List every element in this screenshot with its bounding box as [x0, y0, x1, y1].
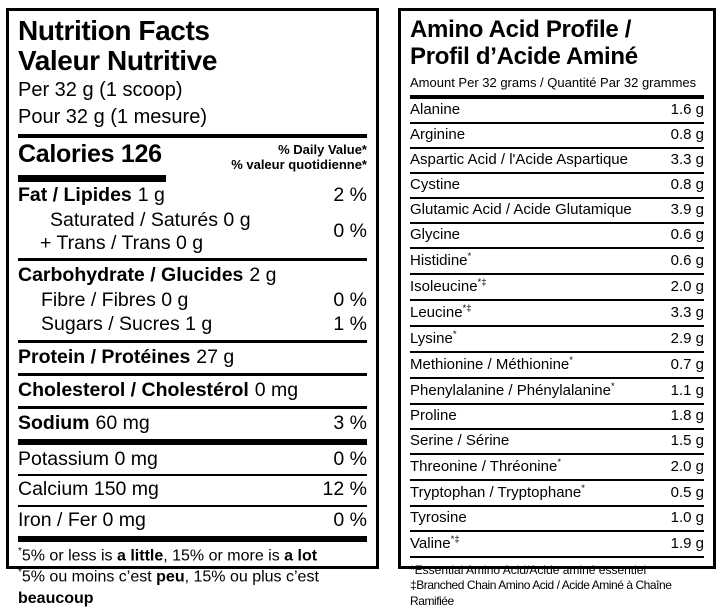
- divider: [18, 340, 367, 343]
- amino-marker: *: [581, 483, 585, 495]
- amino-value: 1.9 g: [670, 535, 704, 553]
- amino-acid-panel: [398, 8, 716, 608]
- amino-name: Aspartic Acid / l'Acide Aspartique: [410, 151, 628, 169]
- cholesterol-label: Cholesterol / Cholestérol 0 mg: [18, 378, 299, 401]
- aa-subtitle: Amount Per 32 grams / Quantité Par 32 grammes: [410, 74, 697, 90]
- calories-underline: [18, 175, 166, 182]
- nf-title-en: Nutrition Facts: [18, 15, 210, 46]
- nutrient-row-iron: [18, 509, 367, 534]
- amino-marker: *: [467, 251, 472, 263]
- amino-row: [410, 430, 704, 455]
- amino-row: [410, 481, 704, 507]
- aa-footnote-essential: *Essential Amino Acid/Acide aminé essentiel: [410, 562, 647, 577]
- fat-pct: 2 %: [333, 184, 367, 206]
- iron-pct: 0 %: [333, 509, 367, 532]
- fat-label: Fat / Lipides 1 g: [18, 184, 165, 206]
- amino-marker: *: [452, 329, 457, 341]
- sodium-label: Sodium 60 mg: [18, 411, 150, 434]
- potassium-pct: 0 %: [333, 447, 367, 470]
- amino-row: [410, 174, 704, 199]
- amino-name: Threonine / Thréonine*: [410, 457, 562, 476]
- amino-row: [410, 249, 704, 275]
- amino-name: Phenylalanine / Phénylalanine*: [410, 381, 615, 400]
- amino-row: [410, 507, 704, 532]
- fibre-label: Fibre / Fibres 0 g: [41, 288, 189, 311]
- iron-label: Iron / Fer 0 mg: [18, 509, 146, 532]
- thick-divider: [18, 536, 367, 542]
- amino-marker: *: [610, 381, 615, 393]
- calcium-label: Calcium 150 mg: [18, 478, 159, 501]
- saturated-trans-labels: [18, 209, 251, 254]
- amino-row: [410, 149, 704, 174]
- aa-title-fr: Profil d’Acide Aminé: [410, 42, 638, 70]
- amino-value: 1.6 g: [670, 101, 704, 119]
- nutrient-row-protein: [18, 346, 367, 371]
- nf-serving-fr: Pour 32 g (1 mesure): [18, 105, 207, 128]
- amino-name: Glutamic Acid / Acide Glutamique: [410, 201, 632, 219]
- amino-marker: *‡: [450, 534, 460, 546]
- nutrient-row-sodium: [18, 411, 367, 436]
- asterisk: *: [18, 567, 22, 579]
- amino-name: Histidine*: [410, 251, 472, 270]
- divider: [18, 406, 367, 409]
- amino-value: 2.9 g: [670, 330, 704, 348]
- amino-row: [410, 532, 704, 558]
- amino-name: Tryptophan / Tryptophane*: [410, 483, 585, 502]
- amino-value: 2.0 g: [670, 458, 704, 476]
- sugars-pct: 1 %: [333, 313, 367, 336]
- amino-row: [410, 455, 704, 481]
- nutrient-row-calcium: [18, 478, 367, 503]
- nutrient-row-fibre: [18, 288, 367, 313]
- amino-name: Lysine*: [410, 329, 457, 348]
- amino-value: 3.3 g: [670, 151, 704, 169]
- amino-value: 1.5 g: [670, 432, 704, 450]
- amino-value: 3.3 g: [670, 304, 704, 322]
- divider: [18, 373, 367, 376]
- nutrient-row-saturated-trans: [18, 208, 367, 255]
- calories-value: Calories 126: [18, 139, 162, 168]
- amino-marker: *‡: [477, 277, 487, 289]
- amino-name: Methionine / Méthionine*: [410, 355, 573, 374]
- amino-row: [410, 379, 704, 405]
- amino-row: [410, 301, 704, 327]
- amino-name: Isoleucine*‡: [410, 277, 487, 296]
- carb-label: Carbohydrate / Glucides 2 g: [18, 263, 277, 286]
- sodium-pct: 3 %: [333, 411, 367, 434]
- divider: [18, 134, 367, 138]
- amino-name: Cystine: [410, 176, 461, 194]
- amino-name: Tyrosine: [410, 509, 467, 527]
- nutrient-row-sugars: [18, 313, 367, 338]
- nutrient-row-carbohydrate: [18, 263, 367, 288]
- sugars-label: Sugars / Sucres 1 g: [41, 313, 213, 336]
- amino-value: 0.6 g: [670, 226, 704, 244]
- daily-value-header-fr: % valeur quotidienne*: [231, 157, 367, 173]
- saturated-trans-pct: 0 %: [333, 220, 367, 243]
- amino-row: [410, 99, 704, 124]
- amino-value: 0.6 g: [670, 252, 704, 270]
- fibre-pct: 0 %: [333, 288, 367, 311]
- amino-row: [410, 275, 704, 301]
- amino-row: [410, 124, 704, 149]
- amino-row: [410, 405, 704, 430]
- amino-value: 0.8 g: [670, 126, 704, 144]
- amino-name: Serine / Sérine: [410, 432, 510, 450]
- amino-row: [410, 353, 704, 379]
- divider: [18, 258, 367, 261]
- amino-marker: *‡: [462, 303, 472, 315]
- calcium-pct: 12 %: [322, 478, 367, 501]
- amino-marker: *: [557, 457, 562, 469]
- amino-name: Arginine: [410, 126, 466, 144]
- saturated-label: Saturated / Saturés 0 g: [50, 209, 251, 232]
- amino-value: 1.8 g: [670, 407, 704, 425]
- aa-footnote-bcaa: ‡Branched Chain Amino Acid / Acide Aminé à Chaîne Ramifiée: [410, 578, 672, 608]
- nutrient-row-cholesterol: [18, 378, 367, 403]
- amino-rows: [410, 99, 704, 558]
- amino-row: [410, 199, 704, 224]
- amino-row: [410, 224, 704, 249]
- nutrient-row-fat: [18, 184, 367, 209]
- amino-name: Leucine*‡: [410, 303, 472, 322]
- thick-divider: [18, 439, 367, 445]
- amino-name: Glycine: [410, 226, 461, 244]
- asterisk: *: [18, 545, 22, 557]
- trans-label: + Trans / Trans 0 g: [40, 231, 204, 254]
- calories-block: [18, 140, 367, 173]
- amino-value: 0.8 g: [670, 176, 704, 194]
- divider: [18, 474, 367, 476]
- amino-name: Proline: [410, 407, 457, 425]
- dv-footnote-fr: *5% ou moins c’est peu, 15% ou plus c’est beaucoup: [18, 567, 319, 607]
- amino-marker: *: [569, 355, 573, 367]
- amino-value: 0.7 g: [670, 356, 704, 374]
- amino-value: 2.0 g: [670, 278, 704, 296]
- daily-value-header: [231, 142, 367, 173]
- aa-title-en: Amino Acid Profile /: [410, 16, 632, 43]
- dv-footnote-en: *5% or less is a little, 15% or more is a lot: [18, 545, 318, 564]
- nutrient-row-potassium: [18, 447, 367, 472]
- amino-row: [410, 327, 704, 353]
- daily-value-header-en: % Daily Value*: [278, 141, 367, 157]
- amino-value: 0.5 g: [670, 484, 704, 502]
- amino-value: 1.0 g: [670, 509, 704, 527]
- nf-title-fr: Valeur Nutritive: [18, 45, 218, 77]
- amino-name: Valine*‡: [410, 534, 460, 553]
- nutrition-facts-panel: [6, 8, 379, 607]
- potassium-label: Potassium 0 mg: [18, 447, 158, 470]
- amino-value: 1.1 g: [670, 382, 704, 400]
- nf-serving-en: Per 32 g (1 scoop): [18, 79, 183, 102]
- amino-name: Alanine: [410, 101, 461, 119]
- amino-value: 3.9 g: [670, 201, 704, 219]
- protein-label: Protein / Protéines 27 g: [18, 346, 235, 369]
- divider: [18, 505, 367, 507]
